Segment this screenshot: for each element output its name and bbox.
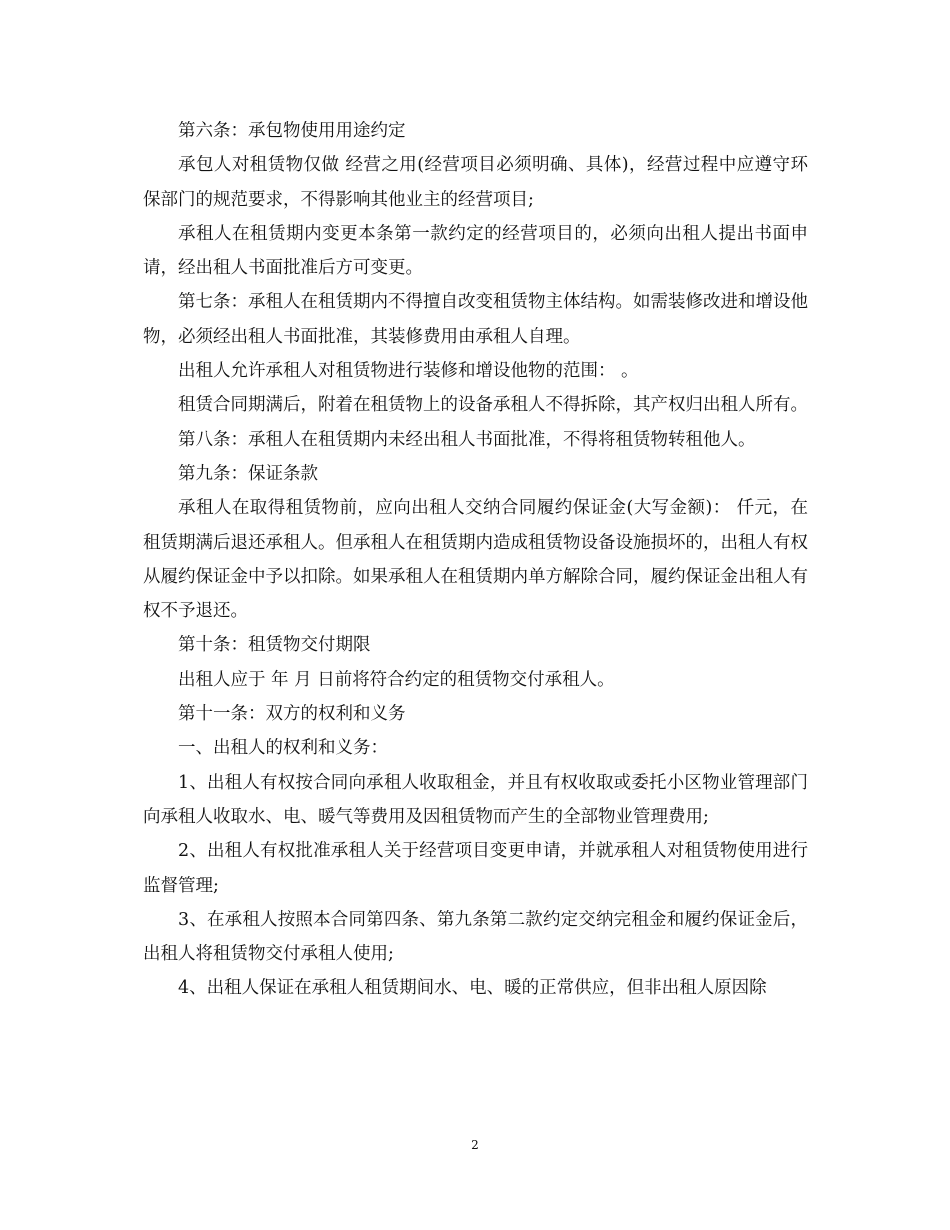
article-10-heading: 第十条：租赁物交付期限 bbox=[178, 635, 371, 656]
lessor-right-4: 4、出租人保证在承租人租赁期间水、电、暖的正常供应，但非出租人原因除 bbox=[178, 978, 767, 999]
article-6-clause-2: 承租人在租赁期内变更本条第一款约定的经营项目的，必须向出租人提出书面申请，经出租人书面批准后方可变更。 bbox=[143, 223, 808, 279]
lessor-right-2: 2、出租人有权批准承租人关于经营项目变更申请，并就承租人对租赁物使用进行监督管理; bbox=[143, 841, 808, 896]
article-10-delivery: 出租人应于 年 月 日前将符合约定的租赁物交付承租人。 bbox=[178, 669, 615, 690]
article-11-heading: 第十一条：双方的权利和义务 bbox=[178, 704, 406, 725]
article-9-heading: 第九条：保证条款 bbox=[178, 463, 318, 484]
article-6-clause-1: 承包人对租赁物仅做 经营之用(经营项目必须明确、具体)，经营过程中应遵守环保部门的规范要求，不得影响其他业主的经营项目; bbox=[143, 155, 808, 210]
article-7-equipment: 租赁合同期满后，附着在租赁物上的设备承租人不得拆除，其产权归出租人所有。 bbox=[178, 395, 808, 416]
lessor-right-3: 3、在承租人按照本合同第四条、第九条第二款约定交纳完租金和履约保证金后，出租人将租赁物交付承租人使用; bbox=[143, 909, 808, 965]
article-8: 第八条：承租人在租赁期内未经出租人书面批准，不得将租赁物转租他人。 bbox=[178, 429, 756, 450]
lessor-rights-heading: 一、出租人的权利和义务： bbox=[178, 738, 388, 759]
article-6-heading: 第六条：承包物使用用途约定 bbox=[178, 121, 406, 141]
article-7-scope: 出租人允许承租人对租赁物进行装修和增设他物的范围： 。 bbox=[178, 361, 639, 382]
document-body bbox=[143, 114, 808, 1006]
article-9-deposit: 承租人在取得租赁物前，应向出租人交纳合同履约保证金(大写金额)： 仟元，在租赁期满后退还承租人。但承租人在租赁期内造成租赁物设备设施损坏的，出租人有权从履约保证金中予以扣除。如果承租人在租赁期内单方解除合同，履约保证金出租人有权不予退还。 bbox=[143, 498, 808, 622]
lessor-right-1: 1、出租人有权按合同向承租人收取租金，并且有权收取或委托小区物业管理部门向承租人收取水、电、暖气等费用及因租赁物而产生的全部物业管理费用; bbox=[143, 772, 808, 827]
page-number: 2 bbox=[471, 1138, 479, 1152]
article-7-heading: 第七条：承租人在租赁期内不得擅自改变租赁物主体结构。如需装修改进和增设他物，必须经出租人书面批准，其装修费用由承租人自理。 bbox=[143, 292, 808, 347]
